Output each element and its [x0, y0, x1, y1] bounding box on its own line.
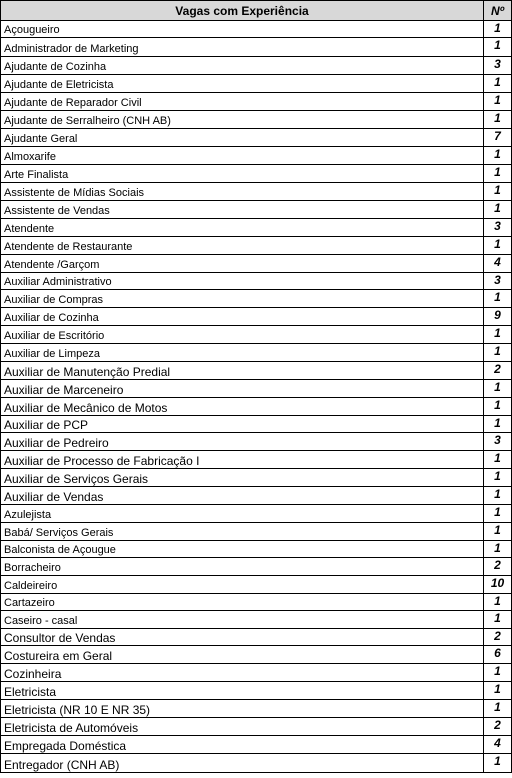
vacancy-count-cell[interactable]: 1 [484, 594, 512, 611]
job-title-cell[interactable]: Auxiliar Administrativo [1, 273, 484, 290]
table-row [1, 664, 512, 682]
vacancy-count-cell[interactable]: 1 [484, 398, 512, 416]
table-row [1, 487, 512, 505]
job-title-cell[interactable]: Atendente de Restaurante [1, 237, 484, 255]
job-title-cell[interactable]: Almoxarife [1, 147, 484, 165]
vacancy-count-cell[interactable]: 3 [484, 433, 512, 451]
job-title-cell[interactable]: Empregada Doméstica [1, 736, 484, 754]
job-title-cell[interactable]: Eletricista (NR 10 E NR 35) [1, 700, 484, 718]
table-row [1, 469, 512, 487]
table-row [1, 505, 512, 523]
job-title-cell[interactable]: Azulejista [1, 505, 484, 523]
job-title-cell[interactable]: Ajudante de Reparador Civil [1, 93, 484, 111]
table-row [1, 362, 512, 380]
job-title-cell[interactable]: Ajudante de Eletricista [1, 75, 484, 93]
vacancy-count-cell[interactable]: 1 [484, 380, 512, 398]
table-row [1, 183, 512, 201]
table-row [1, 38, 512, 57]
job-title-cell[interactable]: Borracheiro [1, 558, 484, 576]
job-title-cell[interactable]: Auxiliar de Escritório [1, 326, 484, 344]
job-title-cell[interactable]: Cozinheira [1, 664, 484, 682]
vacancy-count-cell[interactable]: 2 [484, 718, 512, 736]
job-title-cell[interactable]: Atendente /Garçom [1, 255, 484, 273]
job-title-cell[interactable]: Auxiliar de Pedreiro [1, 433, 484, 451]
job-title-cell[interactable]: Assistente de Vendas [1, 201, 484, 219]
vacancy-count-cell[interactable]: 4 [484, 736, 512, 754]
vacancy-count-cell[interactable]: 1 [484, 451, 512, 469]
job-title-cell[interactable]: Ajudante de Cozinha [1, 57, 484, 75]
vacancy-count-cell[interactable]: 1 [484, 201, 512, 219]
vacancy-count-cell[interactable]: 1 [484, 611, 512, 629]
job-title-cell[interactable]: Costureira em Geral [1, 646, 484, 664]
job-title-cell[interactable]: Auxiliar de Marceneiro [1, 380, 484, 398]
job-title-cell[interactable]: Balconista de Açougue [1, 541, 484, 558]
table-row [1, 308, 512, 326]
vacancy-count-cell[interactable]: 1 [484, 344, 512, 362]
table-row [1, 326, 512, 344]
job-title-cell[interactable]: Administrador de Marketing [1, 38, 484, 57]
vacancy-count-cell[interactable]: 1 [484, 469, 512, 487]
vacancy-count-cell[interactable]: 7 [484, 129, 512, 147]
vacancy-count-cell[interactable]: 1 [484, 111, 512, 129]
table-row [1, 754, 512, 773]
table-row [1, 93, 512, 111]
table-row [1, 344, 512, 362]
table-body [1, 21, 512, 773]
vacancy-count-cell[interactable]: 1 [484, 664, 512, 682]
table-row [1, 629, 512, 646]
table-row [1, 129, 512, 147]
table-row [1, 75, 512, 93]
table-row [1, 736, 512, 754]
job-title-cell[interactable]: Auxiliar de Serviços Gerais [1, 469, 484, 487]
job-title-cell[interactable]: Consultor de Vendas [1, 629, 484, 646]
vacancy-count-cell[interactable]: 1 [484, 700, 512, 718]
table-row [1, 611, 512, 629]
vacancy-count-cell[interactable]: 1 [484, 682, 512, 700]
table-row [1, 273, 512, 290]
table-row [1, 416, 512, 433]
vacancy-count-cell[interactable]: 1 [484, 183, 512, 201]
vacancy-count-cell[interactable]: 1 [484, 523, 512, 541]
count-header[interactable]: Nº [484, 1, 512, 21]
vacancy-count-cell[interactable]: 1 [484, 754, 512, 773]
title-header[interactable]: Vagas com Experiência [1, 1, 484, 21]
vacancy-count-cell[interactable]: 3 [484, 273, 512, 290]
vacancy-count-cell[interactable]: 10 [484, 576, 512, 594]
vacancy-count-cell[interactable]: 2 [484, 558, 512, 576]
job-title-cell[interactable]: Atendente [1, 219, 484, 237]
job-title-cell[interactable]: Eletricista [1, 682, 484, 700]
table-row [1, 451, 512, 469]
job-title-cell[interactable]: Eletricista de Automóveis [1, 718, 484, 736]
vacancy-count-cell[interactable]: 2 [484, 629, 512, 646]
table-row [1, 718, 512, 736]
job-title-cell[interactable]: Auxiliar de Manutenção Predial [1, 362, 484, 380]
vacancy-count-cell[interactable]: 3 [484, 219, 512, 237]
table-row [1, 646, 512, 664]
vacancy-count-cell[interactable]: 1 [484, 93, 512, 111]
vacancy-count-cell[interactable]: 1 [484, 326, 512, 344]
job-title-cell[interactable]: Auxiliar de Compras [1, 290, 484, 308]
table-row [1, 219, 512, 237]
table-row [1, 165, 512, 183]
vacancy-count-cell[interactable]: 1 [484, 38, 512, 57]
vacancy-count-cell[interactable]: 1 [484, 505, 512, 523]
job-title-cell[interactable]: Arte Finalista [1, 165, 484, 183]
vacancy-count-cell[interactable]: 4 [484, 255, 512, 273]
table-row [1, 398, 512, 416]
vacancy-count-cell[interactable]: 2 [484, 362, 512, 380]
table-row [1, 682, 512, 700]
table-row [1, 290, 512, 308]
table-row [1, 21, 512, 38]
table-row [1, 433, 512, 451]
table-row [1, 111, 512, 129]
table-row [1, 594, 512, 611]
job-title-cell[interactable]: Auxiliar de Vendas [1, 487, 484, 505]
vacancy-count-cell[interactable]: 1 [484, 290, 512, 308]
job-title-cell[interactable]: Assistente de Mídias Sociais [1, 183, 484, 201]
table-row [1, 523, 512, 541]
table-row [1, 380, 512, 398]
job-title-cell[interactable]: Auxiliar de Processo de Fabricação I [1, 451, 484, 469]
vacancy-count-cell[interactable]: 9 [484, 308, 512, 326]
job-title-cell[interactable]: Auxiliar de Mecânico de Motos [1, 398, 484, 416]
table-row [1, 201, 512, 219]
job-title-cell[interactable]: Babá/ Serviços Gerais [1, 523, 484, 541]
table-row [1, 147, 512, 165]
job-title-cell[interactable]: Ajudante de Serralheiro (CNH AB) [1, 111, 484, 129]
header-row [1, 1, 512, 21]
job-title-cell[interactable]: Caldeireiro [1, 576, 484, 594]
job-title-cell[interactable]: Ajudante Geral [1, 129, 484, 147]
vacancy-count-cell[interactable]: 1 [484, 237, 512, 255]
vacancy-count-cell[interactable]: 1 [484, 75, 512, 93]
vacancy-count-cell[interactable]: 1 [484, 147, 512, 165]
table-row [1, 255, 512, 273]
vacancy-count-cell[interactable]: 1 [484, 21, 512, 38]
vacancy-count-cell[interactable]: 1 [484, 487, 512, 505]
job-title-cell[interactable]: Auxiliar de PCP [1, 416, 484, 433]
table-row [1, 57, 512, 75]
table-row [1, 237, 512, 255]
job-title-cell[interactable]: Auxiliar de Limpeza [1, 344, 484, 362]
job-title-cell[interactable]: Caseiro - casal [1, 611, 484, 629]
vacancy-count-cell[interactable]: 3 [484, 57, 512, 75]
table-row [1, 541, 512, 558]
table-row [1, 576, 512, 594]
vacancy-count-cell[interactable]: 1 [484, 165, 512, 183]
vacancy-count-cell[interactable]: 6 [484, 646, 512, 664]
job-title-cell[interactable]: Cartazeiro [1, 594, 484, 611]
vacancy-count-cell[interactable]: 1 [484, 416, 512, 433]
job-title-cell[interactable]: Açougueiro [1, 21, 484, 38]
table-row [1, 700, 512, 718]
job-title-cell[interactable]: Entregador (CNH AB) [1, 754, 484, 773]
job-title-cell[interactable]: Auxiliar de Cozinha [1, 308, 484, 326]
table-row [1, 558, 512, 576]
vacancy-count-cell[interactable]: 1 [484, 541, 512, 558]
